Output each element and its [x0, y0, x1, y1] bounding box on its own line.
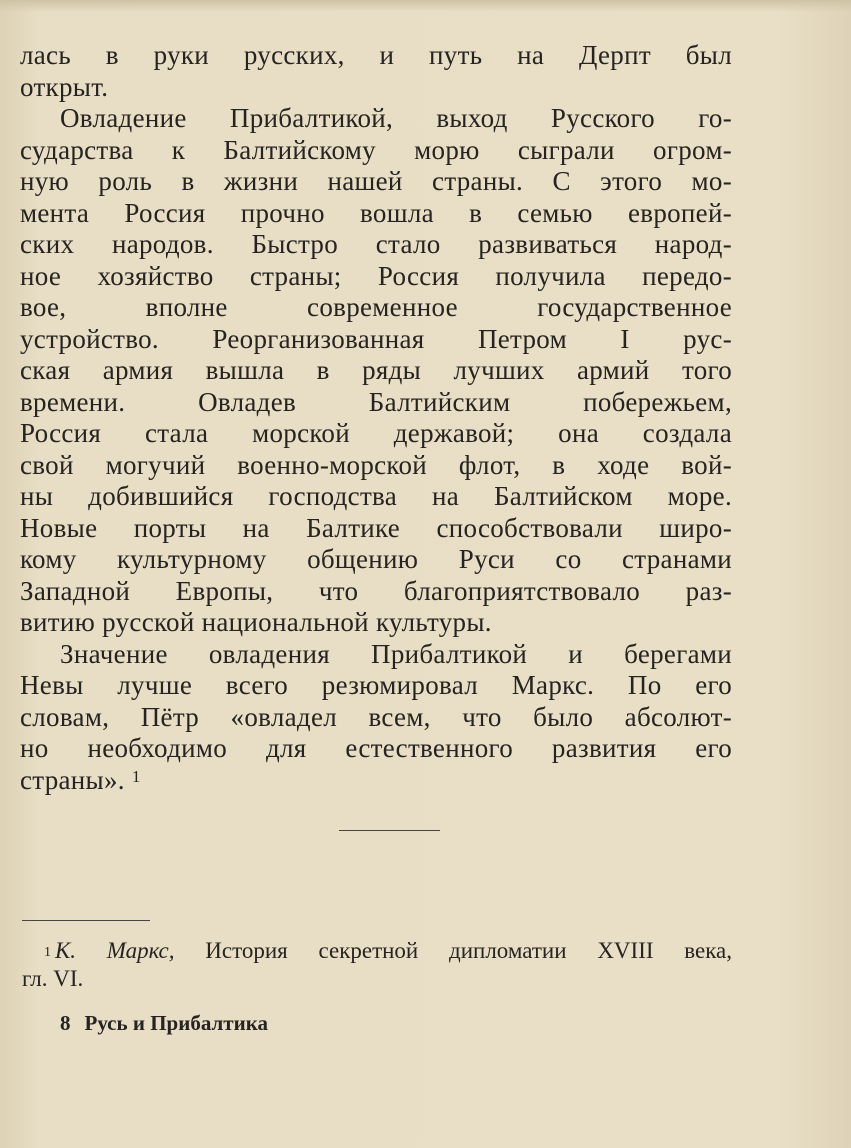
text-line-content: времени. Овладев Балтийским побережьем,: [20, 386, 732, 417]
signature-title: Русь и Прибалтика: [84, 1011, 268, 1035]
text-line-content: но необходимо для естественного развития его: [20, 733, 732, 763]
text-line: [20, 450, 732, 482]
text-line-content: вое, вполне современное государственное: [20, 292, 732, 322]
text-line-content: устройство. Реорганизованная Петром I рус-: [20, 323, 732, 354]
text-line-content: Овладение Прибалтикой, выход Русского го-: [60, 103, 732, 133]
footnote-number: 1: [44, 945, 51, 960]
text-line: [20, 670, 732, 702]
text-line-content: сударства к Балтийскому морю сыграли огром-: [20, 134, 732, 165]
page-edge-shadow: [0, 0, 851, 12]
text-line: [20, 135, 732, 167]
signature-number: 8: [60, 1011, 71, 1035]
text-line-content: ны добившийся господства на Балтийском море.: [20, 481, 732, 511]
text-line-content: ную роль в жизни нашей страны. С этого мо-: [20, 166, 732, 196]
text-line-content: мента Россия прочно вошла в семью европей-: [20, 197, 732, 228]
text-line-content: свой могучий военно-морской флот, в ходе вой-: [20, 449, 732, 480]
text-line-content: лась в руки русских, и путь на Дерпт был: [20, 40, 732, 70]
text-line-content: Россия стала морской державой; она создала: [20, 418, 732, 448]
text-line: [20, 229, 732, 261]
text-line: [20, 387, 732, 419]
footnote-source: История секретной дипломатии XVIII века,: [205, 938, 733, 963]
body-text: [20, 40, 732, 796]
text-line-content: открыт.: [20, 71, 109, 102]
text-line-content: Значение овладения Прибалтикой и берегами: [60, 638, 732, 669]
text-line-content: витию русской национальной культуры.: [20, 607, 492, 637]
text-line-content: Новые порты на Балтике способствовали широ-: [20, 512, 732, 543]
text-line: [20, 576, 732, 608]
footnote-line-1: [22, 937, 732, 965]
text-line: [20, 72, 732, 104]
footnote: [22, 937, 732, 993]
text-line: [20, 355, 732, 387]
text-line: [20, 40, 732, 72]
footnote-separator: [22, 920, 150, 921]
footnote-line-2: гл. VI.: [22, 966, 84, 991]
text-end-rule: [339, 830, 440, 831]
text-line: [20, 481, 732, 513]
text-line: [20, 292, 732, 324]
text-line-content: страны».: [20, 764, 125, 795]
text-line: [20, 166, 732, 198]
text-line: [20, 513, 732, 545]
text-line-content: Невы лучше всего резюмировал Маркс. По его: [20, 670, 732, 700]
footnote-reference: 1: [131, 766, 141, 786]
text-line: [20, 607, 732, 639]
text-line: [20, 418, 732, 450]
text-line-content: Западной Европы, что благоприятствовало раз-: [20, 575, 732, 606]
text-line: [20, 198, 732, 230]
text-line: [20, 103, 732, 135]
footnote-author: К. Маркс,: [55, 938, 175, 963]
text-line: [20, 324, 732, 356]
text-line-content: ное хозяйство страны; Россия получила передо-: [20, 260, 732, 291]
text-line: [20, 639, 732, 671]
text-line: [20, 261, 732, 293]
text-line-content: кому культурному общению Руси со странами: [20, 544, 732, 574]
text-line-content: ских народов. Быстро стало развиваться народ-: [20, 229, 732, 259]
text-line: [20, 765, 732, 797]
text-line: [20, 702, 732, 734]
printer-signature: [60, 1010, 268, 1036]
text-line: [20, 733, 732, 765]
text-line-content: словам, Пётр «овладел всем, что было абсолют-: [20, 701, 732, 732]
text-line: [20, 544, 732, 576]
text-line-content: ская армия вышла в ряды лучших армий того: [20, 355, 732, 385]
